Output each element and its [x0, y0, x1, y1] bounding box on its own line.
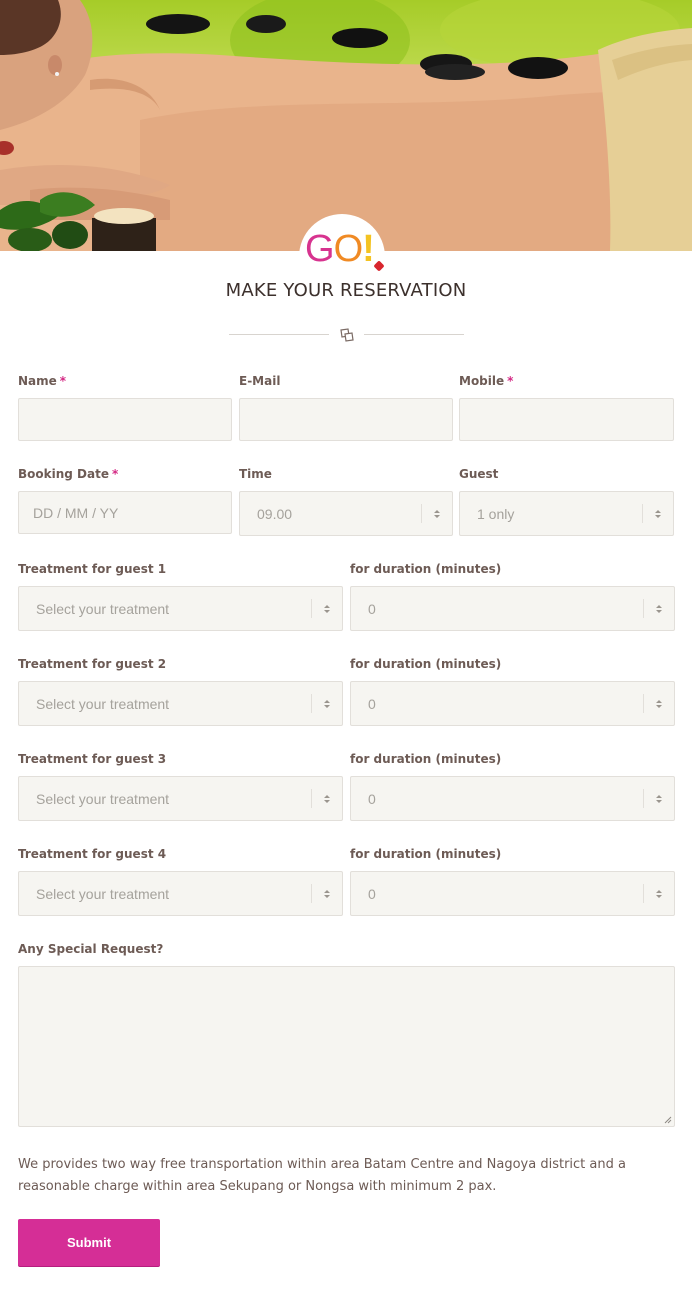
select-arrows-icon	[322, 792, 332, 806]
page-title: MAKE YOUR RESERVATION	[225, 280, 467, 301]
required-marker: *	[59, 374, 67, 388]
special-request-label: Any Special Request?	[18, 942, 164, 956]
treatment-guest-4-label: Treatment for guest 4	[18, 847, 167, 861]
booking-date-label: Booking Date *	[18, 467, 119, 481]
treatment-guest-3-label: Treatment for guest 3	[18, 752, 167, 766]
treatment-guest-4-select[interactable]: Select your treatment	[18, 871, 343, 916]
special-request-textarea[interactable]	[18, 966, 675, 1127]
guest-label: Guest	[459, 467, 499, 481]
select-arrows-icon	[322, 887, 332, 901]
required-marker: *	[507, 374, 514, 388]
duration-guest-3-label: for duration (minutes)	[350, 752, 502, 766]
email-label: E-Mail	[239, 374, 281, 388]
mobile-input[interactable]	[459, 398, 674, 441]
transport-note: We provides two way free transportation within area Batam Centre and Nagoya district and a reasonable charge within area Sekupang or Nongsa with minimum 2 pax.	[18, 1157, 626, 1194]
duration-guest-1-select[interactable]: 0	[350, 586, 675, 631]
treatment-guest-1-label: Treatment for guest 1	[18, 562, 167, 576]
divider-right	[364, 334, 464, 335]
booking-date-input[interactable]	[18, 491, 232, 534]
treatment-guest-2-select[interactable]: Select your treatment	[18, 681, 343, 726]
guest-select[interactable]: 1 only	[459, 491, 674, 536]
treatment-guest-2-label: Treatment for guest 2	[18, 657, 167, 671]
mobile-label: Mobile *	[459, 374, 514, 388]
duration-guest-4-label: for duration (minutes)	[350, 847, 502, 861]
name-label: Name *	[18, 374, 67, 388]
email-input[interactable]	[239, 398, 453, 441]
select-arrows-icon	[653, 507, 663, 521]
select-arrows-icon	[654, 887, 664, 901]
treatment-guest-1-select[interactable]: Select your treatment	[18, 586, 343, 631]
logo-letter-o: O	[333, 228, 363, 270]
duration-guest-2-select[interactable]: 0	[350, 681, 675, 726]
logo-exclamation: !	[362, 228, 374, 270]
time-select[interactable]: 09.00	[239, 491, 453, 536]
select-arrows-icon	[322, 697, 332, 711]
select-arrows-icon	[654, 697, 664, 711]
divider-left	[229, 334, 329, 335]
treatment-guest-3-select[interactable]: Select your treatment	[18, 776, 343, 821]
resize-grip-icon[interactable]	[663, 1115, 672, 1124]
duration-guest-1-label: for duration (minutes)	[350, 562, 502, 576]
time-label: Time	[239, 467, 272, 481]
submit-button[interactable]: Submit	[18, 1219, 160, 1266]
stones-divider-icon	[338, 326, 356, 344]
duration-guest-3-select[interactable]: 0	[350, 776, 675, 821]
select-arrows-icon	[654, 602, 664, 616]
select-arrows-icon	[322, 602, 332, 616]
duration-guest-4-select[interactable]: 0	[350, 871, 675, 916]
booking-date-placeholder: DD / MM / YY	[33, 504, 119, 521]
duration-guest-2-label: for duration (minutes)	[350, 657, 502, 671]
select-arrows-icon	[432, 507, 442, 521]
select-arrows-icon	[654, 792, 664, 806]
name-input[interactable]	[18, 398, 232, 441]
logo-letter-g: G	[305, 228, 334, 270]
required-marker: *	[111, 467, 119, 481]
